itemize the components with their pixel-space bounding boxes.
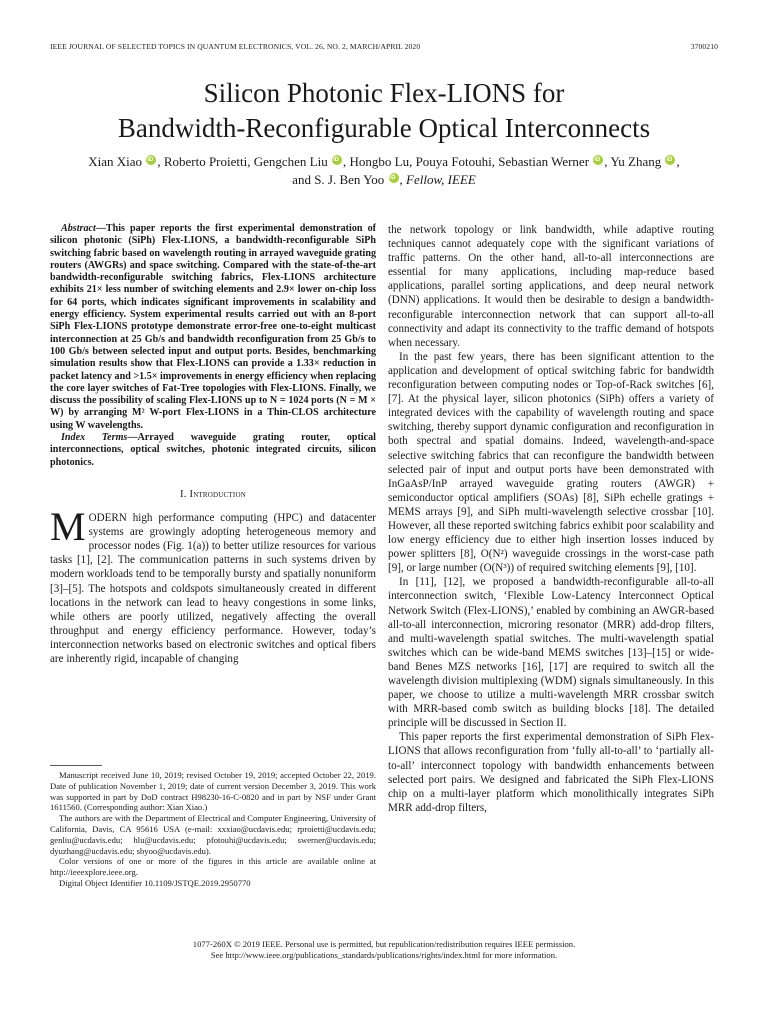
- orcid-icon[interactable]: [665, 155, 675, 165]
- body-paragraph: In the past few years, there has been significant attention to the application and development of optical switching fabric for bandwidth reconfiguration between computing nodes or Top-of-Rack switches [6], [7]. At the physical layer, silicon photonics (SiPh) offers a variety of integrated devices with the capability of wavelength routing and space switching, thereby support dynamic configuration and reconfiguration in both spectral and spatial domains. Indeed, wavelength-and-space selective switching fabrics that can reconfigure the bandwidth between selected pair of input and output ports have been demonstrated with InGaAsP/InP arrayed waveguide grating routers (AWGR) + semiconductor optical amplifiers (SOAs) [8], SiPh echelle gratings + MEMS arrays [9], and SiPh multi-wavelength selective crossbar [10]. However, all these reported switching fabrics exhibit poor scalability and low energy efficiency due to either high insertion losses induced by power splitters [8], O(N²) waveguide crossings in the worst-case path [9], or large number (O(N³)) of required switching elements [9], [10].: [388, 350, 714, 575]
- footnote-doi: Digital Object Identifier 10.1109/JSTQE.2019.2950770: [59, 877, 251, 888]
- abstract: [50, 223, 376, 432]
- intro-text: high performance computing (HPC) and datacenter systems are growingly adopting heterogeneous memory and processor nodes (Fig. 1(a)) to better utilize resources for various tasks [1], [2]. The communication patterns in such systems driven by modern workloads tend to be temporally bursty and spatially nonuniform [3]–[5]. The hotspots and coldspots simultaneously created in different locations in the network can lead to heavy congestions in some links, while others are poorly utilized, negatively affecting the overall throughput and energy efficiency performance. However, today’s interconnection networks based on electronic switches and optical fibers are inherently rigid, incapable of changing: [50, 512, 376, 665]
- index-terms: [50, 432, 376, 469]
- copyright-line-1: 1077-260X © 2019 IEEE. Personal use is permitted, but republication/redistribution requires IEEE permission.: [192, 939, 576, 949]
- abstract-label: Abstract: [61, 223, 96, 234]
- author-list: [40, 153, 728, 189]
- index-terms-label: Index Terms: [61, 432, 128, 444]
- author-name: and S. J. Ben Yoo: [292, 172, 385, 187]
- orcid-icon[interactable]: [146, 155, 156, 165]
- footnote-manuscript: Manuscript received June 10, 2019; revised October 19, 2019; accepted October 22, 2019. Date of publication November 1, 2019; date of current version December 3, 2019. This work was supported in part by DoD contract H98230-16-C-0820 and in part by NSF under Grant 1611560. (Corresponding author: Xian Xiao.): [50, 770, 376, 813]
- index-terms-text: —Arrayed waveguide grating router, optical interconnections, optical switches, photonic integrated circuits, silicon photonics.: [50, 432, 376, 468]
- author-name: , Roberto Proietti, Gengchen Liu: [157, 154, 328, 169]
- footnotes: [50, 770, 376, 889]
- section-number: I.: [180, 488, 190, 500]
- body-paragraph: the network topology or link bandwidth, while adaptive routing techniques cannot adequately cope with the significant variations of traffic patterns. On the other hand, all-to-all interconnections are essential for many applications, including map-reduce based applications, parallel sorting applications, and deep neural network (DNN) applications. It would then be desirable to design a bandwidth-reconfigurable interconnection network that can support all-to-all connectivity and adapt its connectivity to the traffic demand of hotspots when necessary.: [388, 224, 714, 349]
- intro-smallcaps: ODERN: [88, 512, 127, 525]
- footnote-color: Color versions of one or more of the figures in this article are available online at http://ieeexplore.ieee.org.: [50, 856, 376, 878]
- right-column: [388, 223, 714, 815]
- author-title: Fellow, IEEE: [406, 172, 476, 187]
- orcid-icon[interactable]: [593, 155, 603, 165]
- footnote-rule: [50, 765, 102, 766]
- orcid-icon[interactable]: [389, 173, 399, 183]
- journal-header: IEEE JOURNAL OF SELECTED TOPICS IN QUANTUM ELECTRONICS, VOL. 26, NO. 2, MARCH/APRIL 2020: [50, 42, 421, 51]
- author-name: , Yu Zhang: [604, 154, 662, 169]
- section-heading: [50, 488, 376, 502]
- copyright-line-2: See http://www.ieee.org/publications_standards/publications/rights/index.html for more information.: [210, 950, 558, 960]
- title-line-1: Silicon Photonic Flex-LIONS for: [203, 78, 565, 108]
- author-name: , Hongbo Lu, Pouya Fotouhi, Sebastian Werner: [342, 154, 590, 169]
- orcid-icon[interactable]: [332, 155, 342, 165]
- body-paragraph: In [11], [12], we proposed a bandwidth-reconfigurable all-to-all interconnection switch, ‘Flexible Low-Latency Interconnect Optical Network Switch (Flex-LIONS),’ enabled by combining an AWGR-based all-to-all interconnection, microring resonator (MRR) add-drop filters, and multi-wavelength spatial switches. The multi-wavelength spatial switches which can be wide-band MEMS switches [13]–[15] or wide-band Benes MZS networks [16], [17] are required to switch all the wavelength division multiplexing (WDM) signals simultaneously. In this paper, we choose to utilize a multi-wavelength MRR crossbar switch with MRR-based comb switch as building blocks [18]. The detailed principle will be discussed in Section II.: [388, 576, 714, 730]
- abstract-text: —This paper reports the first experimental demonstration of silicon photonic (SiPh) Flex-LIONS, a bandwidth-reconfigurable SiPh switching fabric based on wavelength routing in arrayed waveguide grating routers (AWGRs) and space switching. Compared with the state-of-the-art bandwidth-reconfigurable switching fabrics, Flex-LIONS architecture exhibits 21× less number of switching elements and 2.9× lower on-chip loss for 64 ports, which indicates significant improvements in scalability and energy efficiency. System experimental results carried out with an 8-port SiPh Flex-LIONS prototype demonstrate error-free one-to-eight multicast interconnection at 25 Gb/s and bandwidth reconfiguration from 25 Gb/s to 100 Gb/s between selected input and output ports. Besides, benchmarking simulation results show that Flex-LIONS can provide a 1.33× reduction in packet latency and >1.5× improvements in energy efficiency when replacing the core layer switches of Fat-Tree topologies with Flex-LIONS. Finally, we discuss the possibility of scaling Flex-LIONS up to N = 1024 ports (N = M × W) by arranging M² W-port Flex-LIONS in a Thin-CLOS architecture using W wavelengths.: [50, 223, 376, 431]
- author-separator: ,: [676, 154, 680, 169]
- body-paragraph: This paper reports the first experimental demonstration of SiPh Flex-LIONS that allows reconfiguration from ‘fully all-to-all’ to ‘partially all-to-all’ interconnect topology with bandwidth enhancements between selected port pairs. We designed and fabricated the SiPh Flex-LIONS chip on a multi-layer platform which monolithically integrates SiPh MRR add-drop filters,: [388, 731, 714, 814]
- copyright-notice: [0, 939, 768, 961]
- author-name: Xian Xiao: [88, 154, 143, 169]
- title-line-2: Bandwidth-Reconfigurable Optical Interconnects: [117, 113, 651, 143]
- paper-title: [0, 76, 768, 146]
- section-title: Introduction: [189, 488, 246, 500]
- footnote-affiliation: The authors are with the Department of Electrical and Computer Engineering, University of California, Davis, CA 95616 USA (e-mail: xxxiao@ucdavis.edu; rproietti@ucdavis.edu; genliu@ucdavis.edu; hlu@ucdavis.edu; pfotouhi@ucdavis.edu; swerner@ucdavis.edu; dyuzhang@ucdavis.edu; sbyoo@ucdavis.edu).: [50, 813, 376, 856]
- author-separator: ,: [399, 172, 407, 187]
- page-number: 3700210: [690, 42, 718, 51]
- drop-cap: M: [50, 504, 86, 550]
- authors-line-1: [40, 153, 728, 171]
- authors-line-2: [40, 171, 728, 189]
- intro-paragraph: [50, 504, 376, 666]
- left-column: [50, 223, 376, 666]
